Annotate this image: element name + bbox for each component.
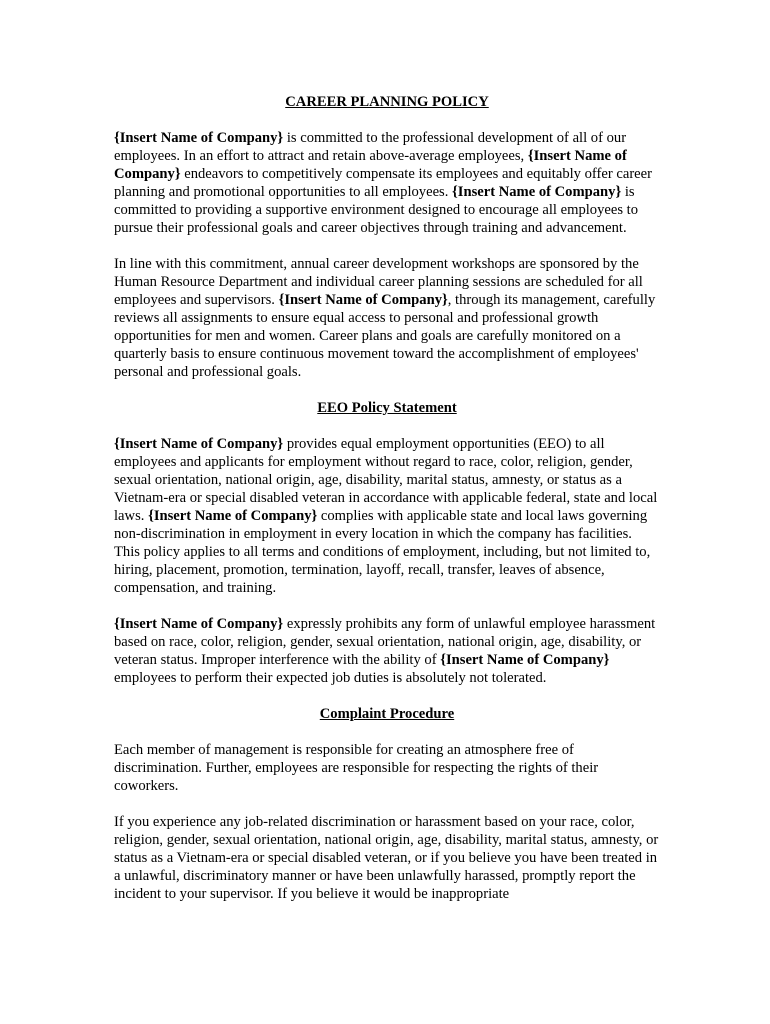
paragraph-harassment <box>114 615 660 687</box>
paragraph-text: is committed to providing a supportive environment designed to encourage all employees to pursue their professional goals and career objectives through training and advancement. <box>114 184 639 236</box>
paragraph-text: complies with applicable state and local laws governing non-discrimination in employment in every location in which the company has facilities. This policy applies to all terms and conditions of employment, including, but not limited to, hiring, placement, promotion, termination, layoff, recall, transfer, leaves of absence, compensation, and training. <box>114 508 651 596</box>
document-page <box>114 93 660 921</box>
paragraph-reporting: If you experience any job-related discrimination or harassment based on your race, color, religion, gender, sexual orientation, national origin, age, disability, marital status, amnesty, or status as a Vietnam-era or special disabled veteran, or if you believe you have been treated in a unlawful, discriminatory manner or have been unlawfully harassed, promptly report the incident to your supervisor. If you believe it would be inappropriate <box>114 814 659 902</box>
paragraph-text: expressly prohibits any form of unlawful employee harassment based on race, color, religion, gender, sexual orientation, national origin, age, disability, or veteran status. Improper interference with the ability of <box>114 616 656 668</box>
company-placeholder: {Insert Name of Company} <box>148 508 318 524</box>
company-placeholder: {Insert Name of Company} <box>278 292 448 308</box>
paragraph-text: is committed to the professional development of all of our employees. In an effort to attract and retain above-average employees, <box>114 130 627 164</box>
paragraph-text: endeavors to competitively compensate its employees and equitably offer career planning and promotional opportunities to all employees. <box>114 166 652 200</box>
company-placeholder: {Insert Name of Company} <box>114 436 284 452</box>
paragraph-text: In line with this commitment, annual career development workshops are sponsored by the Human Resource Department and individual career planning sessions are scheduled for all employees and supervisors. <box>114 256 643 308</box>
paragraph-eeo <box>114 435 660 597</box>
paragraph-text: , through its management, carefully reviews all assignments to ensure equal access to personal and professional growth opportunities for men and women. Career plans and goals are carefully monitored on a quarterly basis to ensure continuous movement toward the accomplishment of employees' personal and professional goals. <box>114 292 656 380</box>
company-placeholder: {Insert Name of Company} <box>114 130 284 146</box>
complaint-heading: Complaint Procedure <box>319 706 455 722</box>
paragraph-text: provides equal employment opportunities (EEO) to all employees and applicants for employment without regard to race, color, religion, gender, sexual orientation, national origin, age, disability, marital status, amnesty, or status as a Vietnam-era or special disabled veteran in accordance with applicable federal, state and local laws. <box>114 436 658 524</box>
company-placeholder: {Insert Name of Company} <box>114 616 284 632</box>
eeo-heading: EEO Policy Statement <box>317 400 457 416</box>
paragraph-commitment <box>114 129 660 237</box>
company-placeholder: {Insert Name of Company} <box>452 184 622 200</box>
company-placeholder: {Insert Name of Company} <box>114 148 627 182</box>
paragraph-management: Each member of management is responsible for creating an atmosphere free of discrimination. Further, employees are responsible for respecting the rights of their coworkers. <box>114 742 599 794</box>
company-placeholder: {Insert Name of Company} <box>440 652 610 668</box>
paragraph-workshops <box>114 255 660 381</box>
document-title: CAREER PLANNING POLICY <box>285 94 489 110</box>
paragraph-text: employees to perform their expected job duties is absolutely not tolerated. <box>114 670 547 686</box>
